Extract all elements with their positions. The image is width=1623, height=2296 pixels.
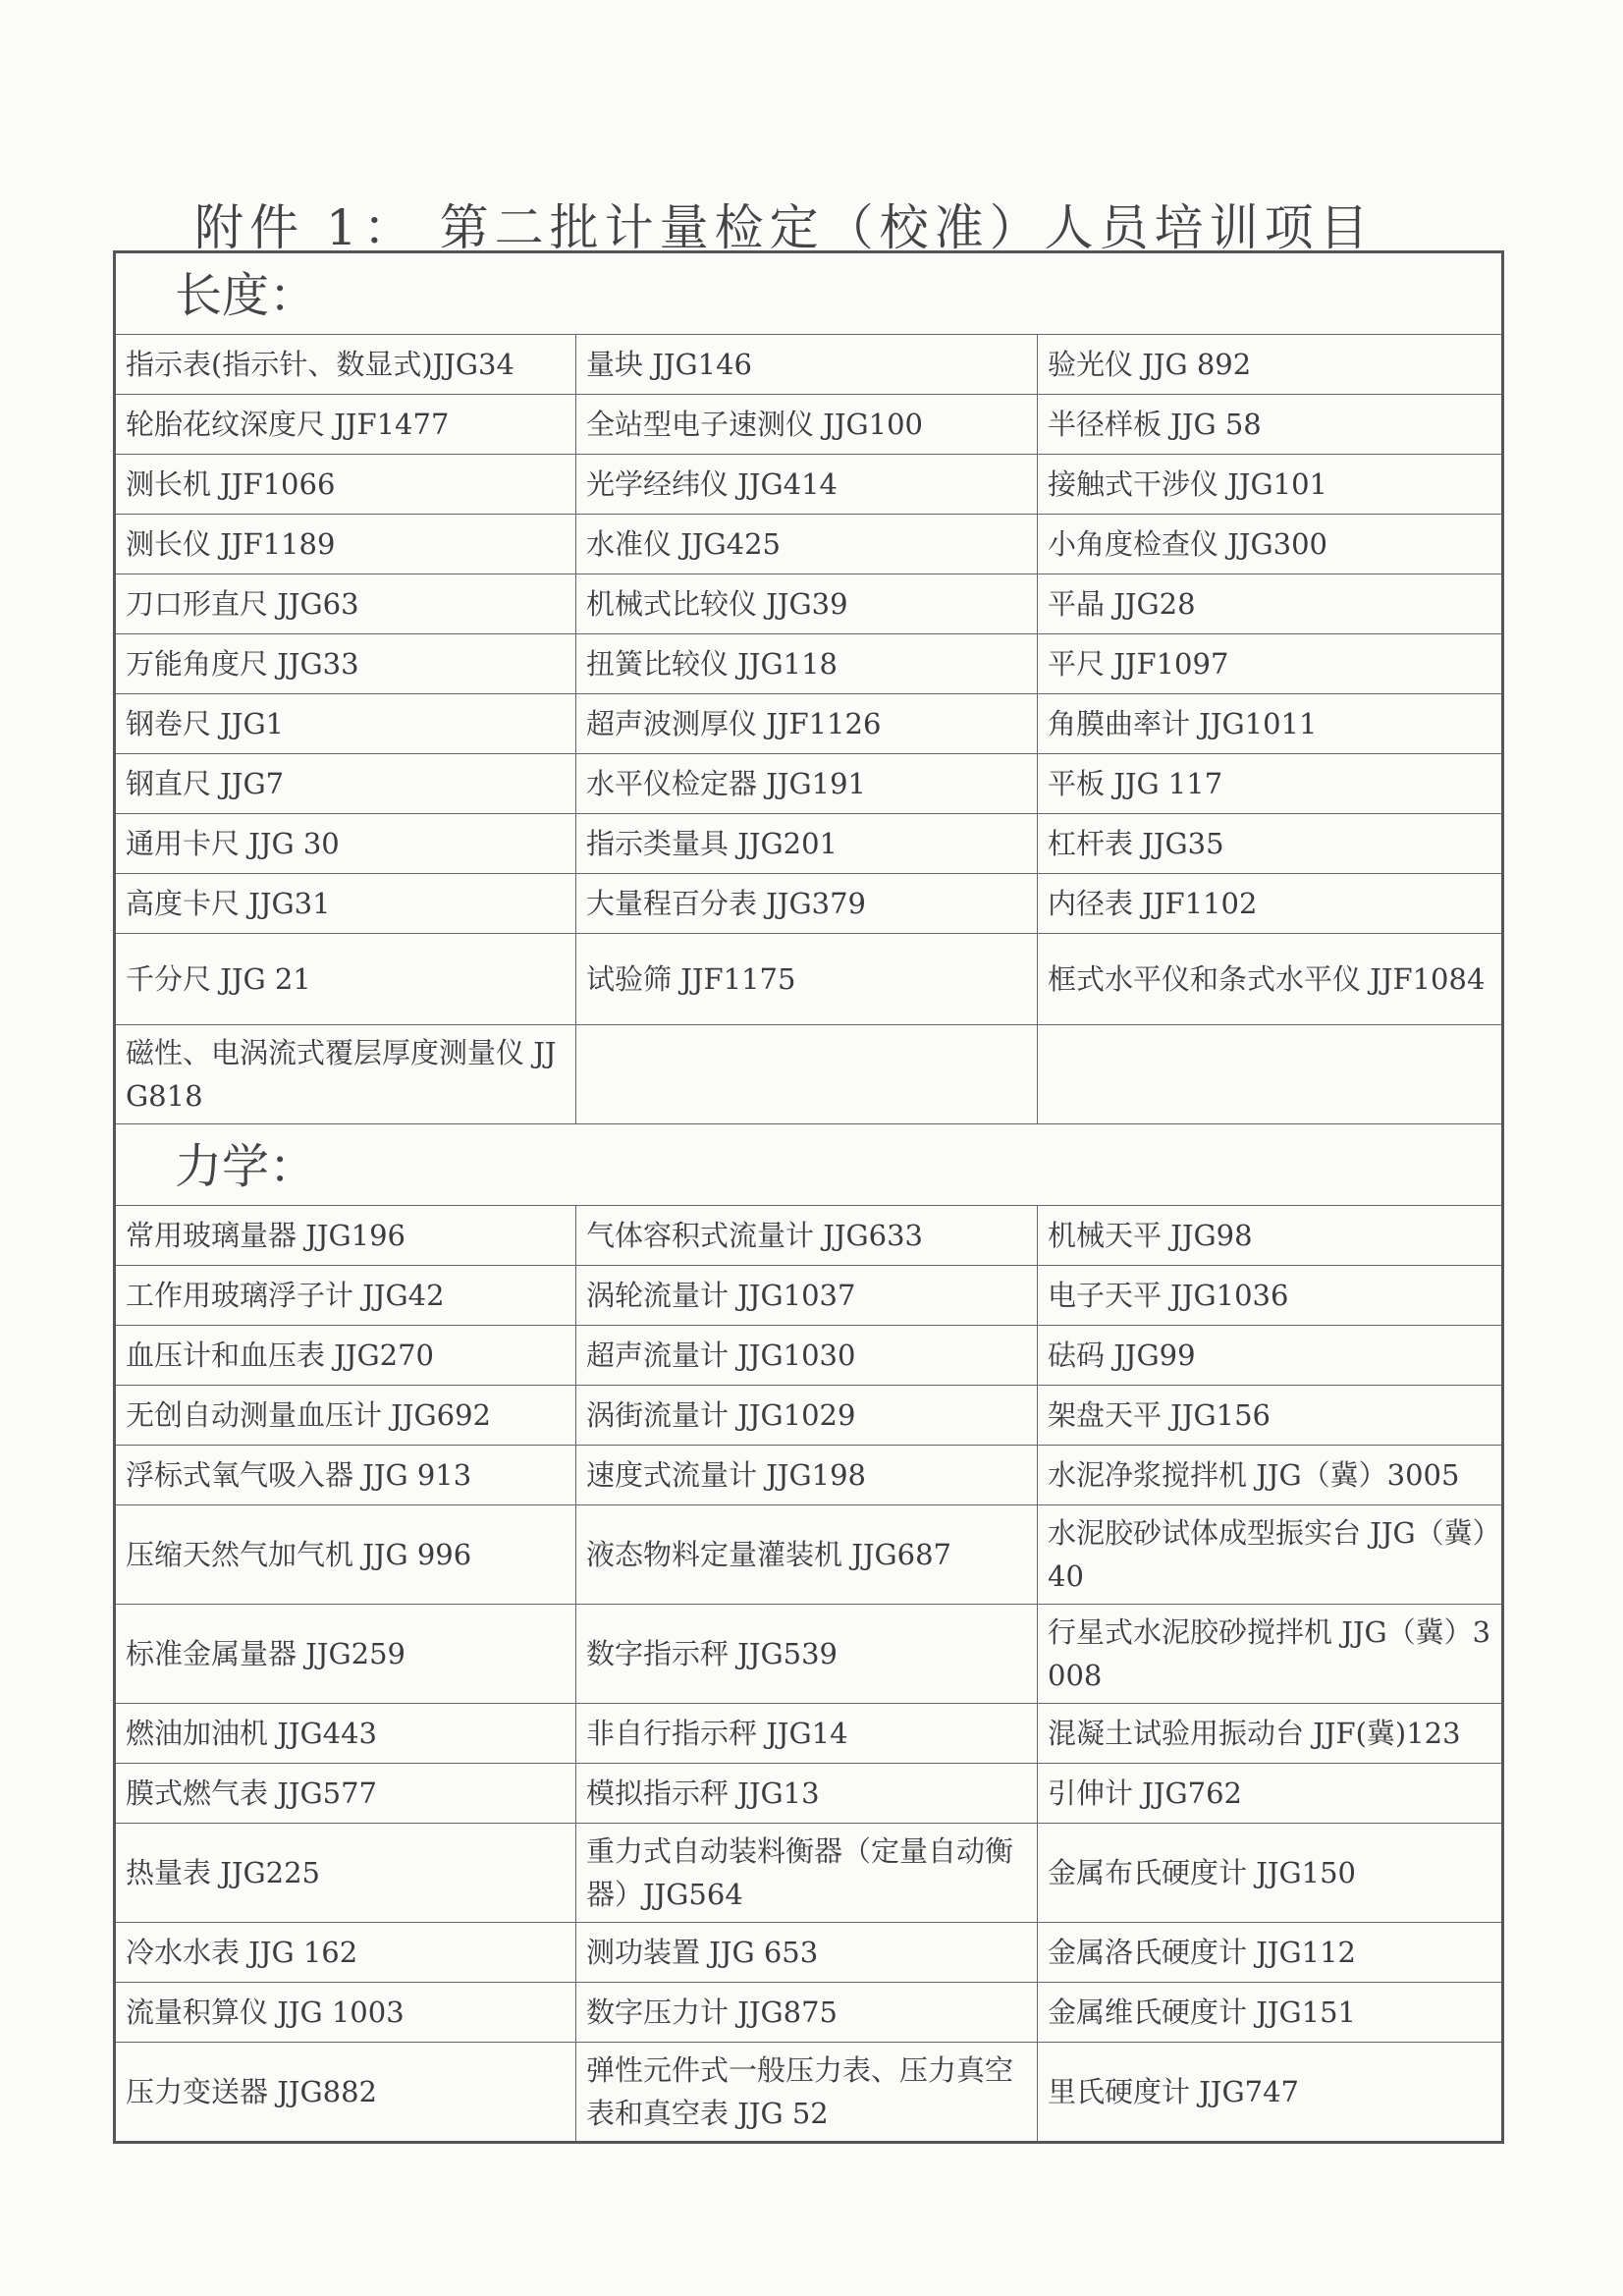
table-cell: 混凝土试验用振动台 JJF(冀)123	[1038, 1704, 1503, 1764]
table-cell: 里氏硬度计 JJG747	[1038, 2043, 1503, 2143]
table-cell: 刀口形直尺 JJG63	[115, 574, 576, 634]
table-row	[115, 1983, 1503, 2043]
table-cell: 冷水水表 JJG 162	[115, 1923, 576, 1983]
table-row	[115, 335, 1503, 395]
table-row	[115, 1605, 1503, 1704]
table-cell: 机械式比较仪 JJG39	[576, 574, 1038, 634]
table-row	[115, 1206, 1503, 1266]
table-cell: 金属洛氏硬度计 JJG112	[1038, 1923, 1503, 1983]
table-cell: 涡轮流量计 JJG1037	[576, 1266, 1038, 1326]
table-cell: 接触式干涉仪 JJG101	[1038, 455, 1503, 515]
table-cell: 压缩天然气加气机 JJG 996	[115, 1505, 576, 1605]
table-cell: 杠杆表 JJG35	[1038, 814, 1503, 874]
table-row	[115, 574, 1503, 634]
table-row	[115, 1386, 1503, 1446]
table-cell: 指示类量具 JJG201	[576, 814, 1038, 874]
table-row	[115, 455, 1503, 515]
table-cell: 超声波测厚仪 JJF1126	[576, 694, 1038, 754]
table-cell: 数字指示秤 JJG539	[576, 1605, 1038, 1704]
table-row	[115, 634, 1503, 694]
section-heading-row	[115, 252, 1503, 335]
table-row	[115, 1025, 1503, 1124]
table-cell: 水准仪 JJG425	[576, 515, 1038, 574]
table-cell: 角膜曲率计 JJG1011	[1038, 694, 1503, 754]
table-row	[115, 1764, 1503, 1824]
table-cell: 试验筛 JJF1175	[576, 934, 1038, 1025]
table-cell: 高度卡尺 JJG31	[115, 874, 576, 934]
table-cell	[1038, 1025, 1503, 1124]
table-cell: 血压计和血压表 JJG270	[115, 1326, 576, 1386]
table-cell: 平晶 JJG28	[1038, 574, 1503, 634]
table-cell: 金属布氏硬度计 JJG150	[1038, 1824, 1503, 1923]
table-cell: 机械天平 JJG98	[1038, 1206, 1503, 1266]
table-cell: 指示表(指示针、数显式)JJG34	[115, 335, 576, 395]
table-cell: 量块 JJG146	[576, 335, 1038, 395]
table-row	[115, 874, 1503, 934]
table-cell: 光学经纬仪 JJG414	[576, 455, 1038, 515]
table-cell: 涡街流量计 JJG1029	[576, 1386, 1038, 1446]
training-items-table	[113, 250, 1504, 2144]
table-cell: 压力变送器 JJG882	[115, 2043, 576, 2143]
table-cell: 平板 JJG 117	[1038, 754, 1503, 814]
table-cell: 浮标式氧气吸入器 JJG 913	[115, 1446, 576, 1505]
table-row	[115, 1326, 1503, 1386]
table-cell: 内径表 JJF1102	[1038, 874, 1503, 934]
table-cell: 验光仪 JJG 892	[1038, 335, 1503, 395]
table-cell: 热量表 JJG225	[115, 1824, 576, 1923]
table-cell: 测功装置 JJG 653	[576, 1923, 1038, 1983]
table-row	[115, 694, 1503, 754]
table-row	[115, 1266, 1503, 1326]
table-cell: 工作用玻璃浮子计 JJG42	[115, 1266, 576, 1326]
table-cell: 引伸计 JJG762	[1038, 1764, 1503, 1824]
table-cell: 重力式自动装料衡器（定量自动衡器）JJG564	[576, 1824, 1038, 1923]
table-cell: 电子天平 JJG1036	[1038, 1266, 1503, 1326]
table-cell: 燃油加油机 JJG443	[115, 1704, 576, 1764]
table-cell: 流量积算仪 JJG 1003	[115, 1983, 576, 2043]
table-cell: 非自行指示秤 JJG14	[576, 1704, 1038, 1764]
table-cell: 磁性、电涡流式覆层厚度测量仪 JJG818	[115, 1025, 576, 1124]
table-row	[115, 2043, 1503, 2143]
table-cell: 测长机 JJF1066	[115, 455, 576, 515]
table-cell: 液态物料定量灌装机 JJG687	[576, 1505, 1038, 1605]
table-cell: 膜式燃气表 JJG577	[115, 1764, 576, 1824]
table-cell: 水泥胶砂试体成型振实台 JJG（冀）40	[1038, 1505, 1503, 1605]
table-cell: 半径样板 JJG 58	[1038, 395, 1503, 455]
table-row	[115, 934, 1503, 1025]
table-cell: 数字压力计 JJG875	[576, 1983, 1038, 2043]
table-cell: 小角度检查仪 JJG300	[1038, 515, 1503, 574]
table-row	[115, 1505, 1503, 1605]
table-cell: 行星式水泥胶砂搅拌机 JJG（冀）3008	[1038, 1605, 1503, 1704]
table-row	[115, 1446, 1503, 1505]
table-cell: 气体容积式流量计 JJG633	[576, 1206, 1038, 1266]
table-cell: 通用卡尺 JJG 30	[115, 814, 576, 874]
table-cell: 万能角度尺 JJG33	[115, 634, 576, 694]
section-heading-row	[115, 1124, 1503, 1206]
table-cell: 架盘天平 JJG156	[1038, 1386, 1503, 1446]
table-cell: 弹性元件式一般压力表、压力真空表和真空表 JJG 52	[576, 2043, 1038, 2143]
section-heading: 长度：	[115, 252, 1503, 335]
table-cell: 钢直尺 JJG7	[115, 754, 576, 814]
table-cell: 超声流量计 JJG1030	[576, 1326, 1038, 1386]
table-row	[115, 395, 1503, 455]
table-cell: 千分尺 JJG 21	[115, 934, 576, 1025]
table-cell	[576, 1025, 1038, 1124]
table-cell: 模拟指示秤 JJG13	[576, 1764, 1038, 1824]
table-row	[115, 814, 1503, 874]
table-cell: 钢卷尺 JJG1	[115, 694, 576, 754]
table-cell: 砝码 JJG99	[1038, 1326, 1503, 1386]
table-cell: 测长仪 JJF1189	[115, 515, 576, 574]
section-heading: 力学：	[115, 1124, 1503, 1206]
table-cell: 全站型电子速测仪 JJG100	[576, 395, 1038, 455]
table-cell: 平尺 JJF1097	[1038, 634, 1503, 694]
table-cell: 无创自动测量血压计 JJG692	[115, 1386, 576, 1446]
table-row	[115, 1923, 1503, 1983]
table-cell: 框式水平仪和条式水平仪 JJF1084	[1038, 934, 1503, 1025]
table-row	[115, 515, 1503, 574]
table-cell: 金属维氏硬度计 JJG151	[1038, 1983, 1503, 2043]
table-row	[115, 1824, 1503, 1923]
table-cell: 扭簧比较仪 JJG118	[576, 634, 1038, 694]
table-row	[115, 754, 1503, 814]
table-cell: 大量程百分表 JJG379	[576, 874, 1038, 934]
table-cell: 水平仪检定器 JJG191	[576, 754, 1038, 814]
table-row	[115, 1704, 1503, 1764]
table-cell: 标准金属量器 JJG259	[115, 1605, 576, 1704]
table-cell: 速度式流量计 JJG198	[576, 1446, 1038, 1505]
page-title: 附件 1： 第二批计量检定（校准）人员培训项目	[194, 199, 1375, 256]
table-cell: 轮胎花纹深度尺 JJF1477	[115, 395, 576, 455]
table-cell: 常用玻璃量器 JJG196	[115, 1206, 576, 1266]
table-cell: 水泥净浆搅拌机 JJG（冀）3005	[1038, 1446, 1503, 1505]
